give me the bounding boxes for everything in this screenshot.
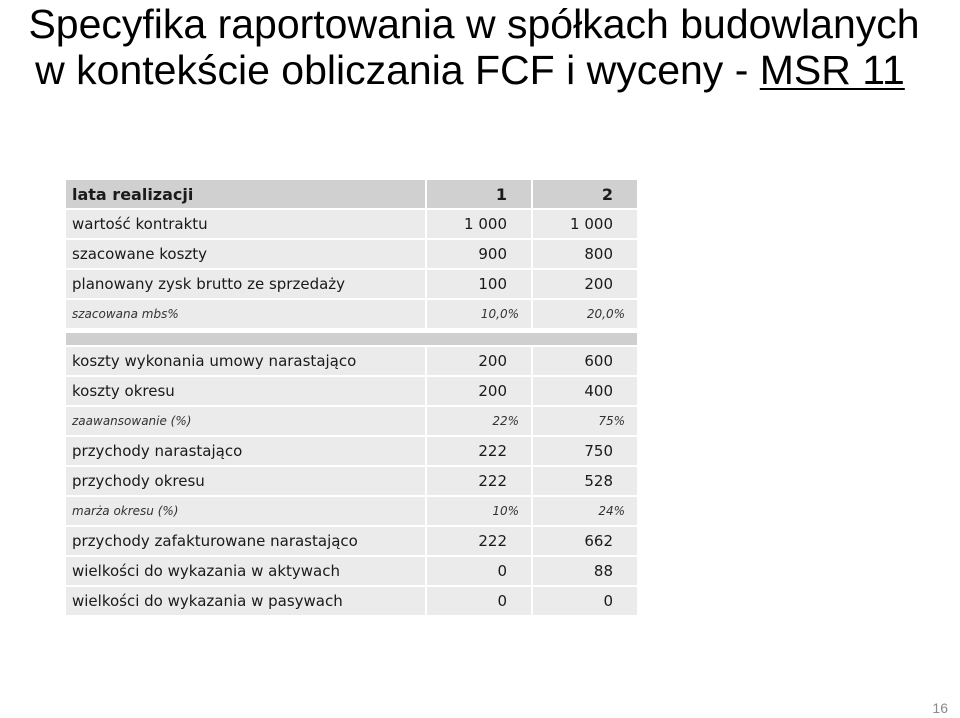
table-row — [66, 586, 638, 616]
row-label: zaawansowanie (%) — [66, 406, 426, 436]
table-row — [66, 526, 638, 556]
header-year-1: 1 — [426, 180, 532, 209]
row-value-year-1: 200 — [426, 346, 532, 376]
table-row — [66, 209, 638, 239]
header-label: lata realizacji — [66, 180, 426, 209]
row-label: wielkości do wykazania w aktywach — [66, 556, 426, 586]
row-value-year-2: 600 — [532, 346, 638, 376]
row-value-year-2: 528 — [532, 466, 638, 496]
row-label: marża okresu (%) — [66, 496, 426, 526]
row-value-year-2: 75% — [532, 406, 638, 436]
section-separator — [66, 333, 638, 346]
table-row — [66, 496, 638, 526]
row-value-year-1: 100 — [426, 269, 532, 299]
row-label: planowany zysk brutto ze sprzedaży — [66, 269, 426, 299]
table-row — [66, 269, 638, 299]
row-label: przychody narastająco — [66, 436, 426, 466]
row-label: wielkości do wykazania w pasywach — [66, 586, 426, 616]
table-row — [66, 406, 638, 436]
row-value-year-1: 10% — [426, 496, 532, 526]
row-value-year-1: 900 — [426, 239, 532, 269]
title-msr-link[interactable]: MSR 11 — [759, 47, 905, 93]
row-value-year-2: 0 — [532, 586, 638, 616]
row-label: wartość kontraktu — [66, 209, 426, 239]
row-label: przychody okresu — [66, 466, 426, 496]
row-value-year-1: 222 — [426, 526, 532, 556]
table-row — [66, 299, 638, 329]
row-value-year-1: 222 — [426, 436, 532, 466]
table-header-row — [66, 180, 638, 209]
table-row — [66, 436, 638, 466]
row-value-year-1: 200 — [426, 376, 532, 406]
row-value-year-1: 22% — [426, 406, 532, 436]
title-line-1: Specyfika raportowania w spółkach budowlanych — [28, 1, 920, 47]
row-value-year-2: 662 — [532, 526, 638, 556]
table-row — [66, 376, 638, 406]
title-line-2-text: w kontekście obliczania FCF i wyceny - — [35, 47, 760, 93]
table-row — [66, 346, 638, 376]
row-value-year-2: 20,0% — [532, 299, 638, 329]
row-value-year-1: 0 — [426, 586, 532, 616]
row-label: koszty okresu — [66, 376, 426, 406]
row-value-year-2: 750 — [532, 436, 638, 466]
row-value-year-2: 800 — [532, 239, 638, 269]
row-value-year-2: 24% — [532, 496, 638, 526]
table-row — [66, 556, 638, 586]
row-label: szacowane koszty — [66, 239, 426, 269]
row-value-year-1: 0 — [426, 556, 532, 586]
row-label: przychody zafakturowane narastająco — [66, 526, 426, 556]
table-row — [66, 466, 638, 496]
row-label: koszty wykonania umowy narastająco — [66, 346, 426, 376]
row-value-year-1: 10,0% — [426, 299, 532, 329]
row-value-year-2: 400 — [532, 376, 638, 406]
header-year-2: 2 — [532, 180, 638, 209]
row-label: szacowana mbs% — [66, 299, 426, 329]
row-value-year-2: 200 — [532, 269, 638, 299]
table-row — [66, 239, 638, 269]
row-value-year-2: 88 — [532, 556, 638, 586]
slide-title — [0, 0, 960, 96]
construction-contract-table — [66, 180, 638, 617]
row-value-year-1: 222 — [426, 466, 532, 496]
row-value-year-1: 1 000 — [426, 209, 532, 239]
row-value-year-2: 1 000 — [532, 209, 638, 239]
title-line-2 — [0, 46, 950, 94]
page-number: 16 — [932, 700, 948, 716]
